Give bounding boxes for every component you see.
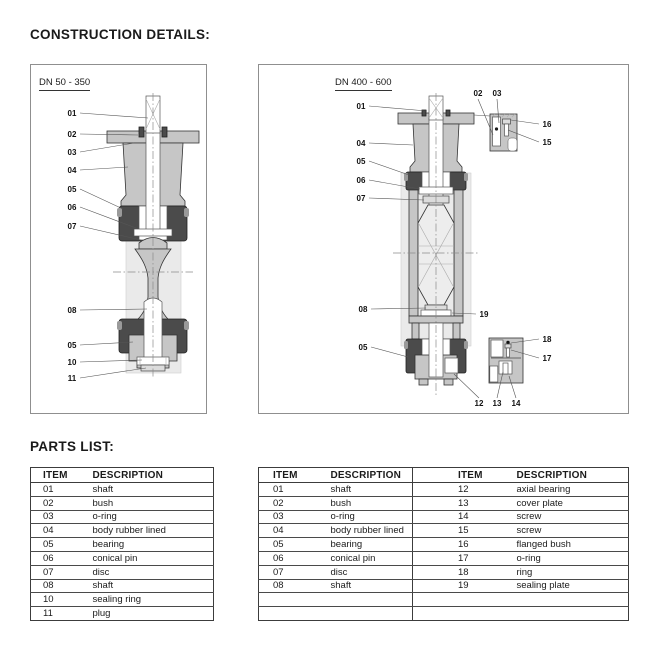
callout-label: 03 [67,148,77,157]
description-cell: o-ring [331,510,413,524]
description-cell: conical pin [93,551,214,565]
description-cell: bearing [93,538,214,552]
description-cell: sealing ring [93,593,214,607]
item-cell: 15 [413,524,517,538]
screw-head [505,344,511,348]
screw-shaft [507,348,510,357]
item-cell: 17 [413,551,517,565]
table-row [259,565,629,579]
table-row [259,483,629,497]
valve-cross-section-dn400-600 [259,65,630,415]
callout-label: 03 [492,89,502,98]
description-cell: screw [517,524,629,538]
description-cell: shaft [331,579,413,593]
description-cell: body rubber lined [93,524,214,538]
top-detail-inset [474,114,517,151]
description-cell: cover plate [517,496,629,510]
description-cell: shaft [331,483,413,497]
table-row [259,538,629,552]
diagram-dn400-600 [258,64,629,414]
diagram-dn50-350 [30,64,207,414]
callout-label: 05 [358,343,368,352]
callout-label: 04 [67,166,77,175]
description-cell: o-ring [93,510,214,524]
callout-label: 02 [67,130,77,139]
column-header-item: ITEM [259,468,331,483]
callout-label: 15 [542,138,552,147]
callout-label: 02 [473,89,483,98]
callout-label: 01 [67,109,77,118]
callout-label: 06 [356,176,366,185]
table-row [31,483,214,497]
description-cell: o-ring [517,551,629,565]
description-cell: shaft [93,579,214,593]
table-row [31,579,214,593]
item-cell: 01 [259,483,331,497]
item-cell: 18 [413,565,517,579]
description-cell: shaft [93,483,214,497]
description-cell: flanged bush [517,538,629,552]
item-cell: 03 [31,510,93,524]
diagram-range-label: DN 50 - 350 [39,77,90,91]
table-row [31,524,214,538]
item-cell: 16 [413,538,517,552]
item-cell: 06 [259,551,331,565]
item-cell: 07 [31,565,93,579]
valve-body-drawing [107,93,199,377]
description-cell: bush [93,496,214,510]
parts-table-dn50-350 [30,467,214,621]
item-cell: 01 [31,483,93,497]
callout-label: 05 [356,157,366,166]
diagram-range-label: DN 400 - 600 [335,77,392,91]
item-cell: 10 [31,593,93,607]
item-cell: 05 [31,538,93,552]
header-row [259,468,629,483]
description-cell: disc [331,565,413,579]
column-header-description: DESCRIPTION [331,468,413,483]
description-cell: axial bearing [517,483,629,497]
callout-label: 08 [67,306,77,315]
description-cell: bush [331,496,413,510]
callout-label: 17 [542,354,552,363]
callout-label: 01 [356,102,366,111]
item-cell: 02 [259,496,331,510]
callout-label: 12 [474,399,484,408]
screw-shaft [505,124,509,136]
item-cell: 05 [259,538,331,552]
axial-bearing-pocket [445,358,458,373]
column-header-item: ITEM [31,468,93,483]
parts-table-dn400-600 [258,467,629,621]
item-cell: 02 [31,496,93,510]
callout-label: 08 [358,305,368,314]
bottom-detail-inset [489,338,523,383]
item-cell: 14 [413,510,517,524]
table-row [31,607,214,621]
description-cell: plug [92,608,111,620]
table-row [259,579,629,593]
callout-label: 14 [511,399,521,408]
callout-label: 18 [542,335,552,344]
o-ring-dot [495,127,498,130]
callout-label: 11 [67,374,77,383]
table-row [31,593,214,607]
item-cell: 06 [31,551,93,565]
table-row [31,565,214,579]
description-cell: screw [517,510,629,524]
column-header-item: ITEM [413,468,517,483]
table-row [259,496,629,510]
item-cell: 04 [31,524,93,538]
description-cell: ring [517,565,629,579]
table-row [31,551,214,565]
callout-label: 04 [356,139,366,148]
callout-label: 10 [67,358,77,367]
item-cell: 08 [259,579,331,593]
empty-row [259,593,629,607]
valve-body-drawing [393,93,479,395]
description-cell: sealing plate [517,579,629,593]
description-cell: body rubber lined [331,524,413,538]
description-cell: disc [93,565,214,579]
o-ring [162,127,167,137]
description-cell: bearing [331,538,413,552]
table-row [259,524,629,538]
table-row [31,496,214,510]
screw-down [503,363,508,374]
callout-label: 06 [67,203,77,212]
screw-head [503,119,511,124]
callout-label: 05 [67,185,77,194]
item-cell: 07 [259,565,331,579]
bush [139,127,144,137]
item-cell: 12 [413,483,517,497]
header-row [31,468,214,483]
page-title: CONSTRUCTION DETAILS: [30,27,211,42]
item-cell: 19 [413,579,517,593]
parts-list-title: PARTS LIST: [30,439,115,454]
callout-label: 07 [356,194,366,203]
callout-label: 13 [492,399,502,408]
valve-cross-section-dn50-350 [31,65,208,415]
item-cell: 03 [259,510,331,524]
table-row [31,510,214,524]
table-row [259,551,629,565]
table-row [259,510,629,524]
callout-label: 19 [479,310,489,319]
empty-row [259,607,629,621]
column-header-description: DESCRIPTION [517,468,629,483]
callout-label: 07 [67,222,77,231]
item-cell: 04 [259,524,331,538]
table-row [31,538,214,552]
callout-label: 05 [67,341,77,350]
callout-label: 16 [542,120,552,129]
column-header-description: DESCRIPTION [93,468,214,483]
item-cell: 08 [31,579,93,593]
description-cell: conical pin [331,551,413,565]
item-cell: 11 [43,608,53,620]
item-cell: 13 [413,496,517,510]
